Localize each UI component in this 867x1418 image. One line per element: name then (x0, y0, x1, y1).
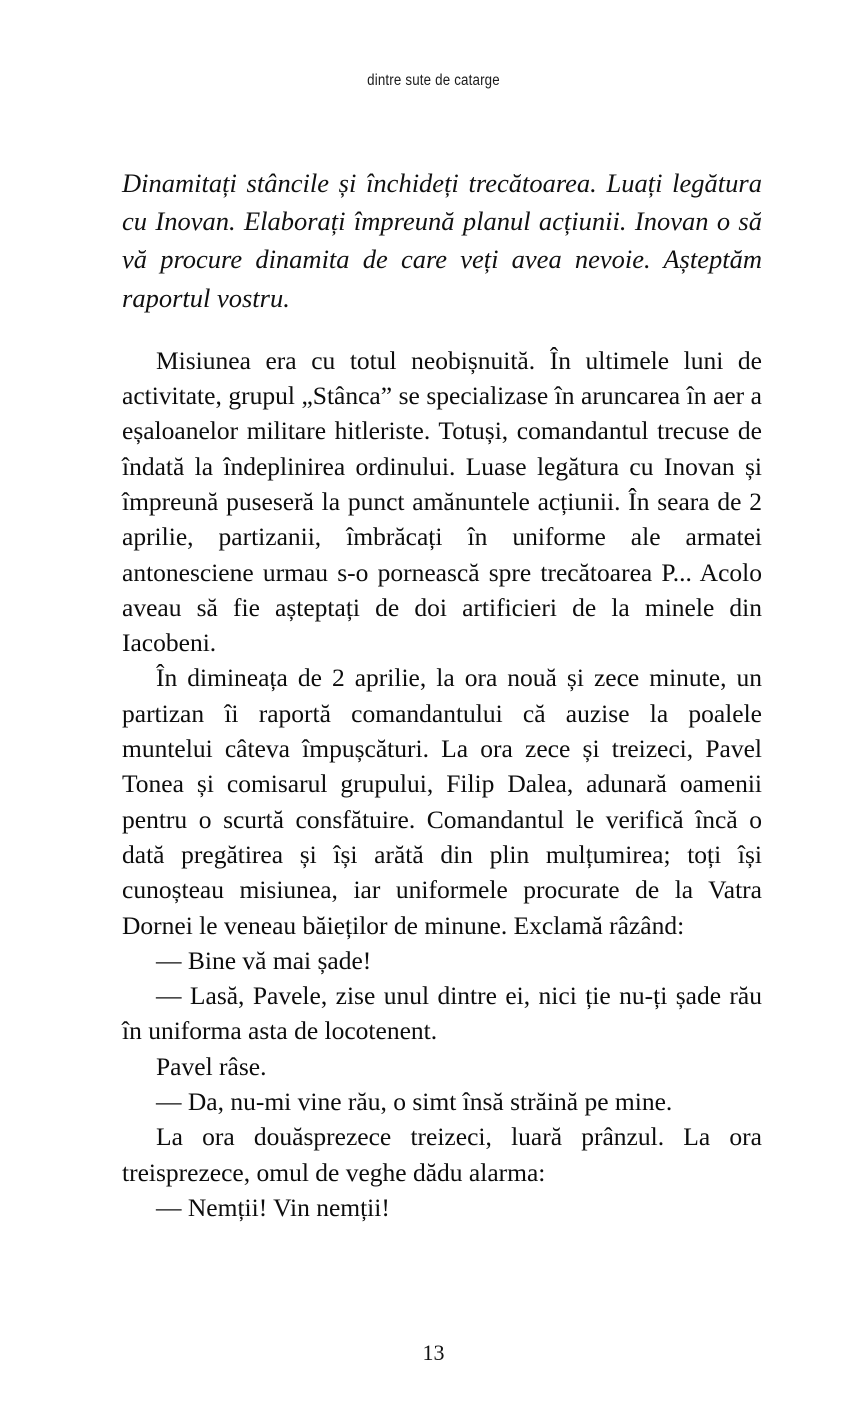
paragraph-dialogue-lasa: — Lasă, Pavele, zise unul dintre ei, nici ție nu-ți șade rău în uniforma asta de locotenent. (122, 981, 762, 1046)
paragraph-dialogue-bine: — Bine vă mai șade! (156, 945, 372, 975)
paragraph-dialogue-da: — Da, nu-mi vine rău, o simt însă străină pe mine. (156, 1087, 673, 1117)
page-number: 13 (422, 1340, 445, 1365)
paragraph-misiunea: Misiunea era cu totul neobișnuită. În ultimele luni de activitate, grupul „Stânca” se specializase în aruncarea în aer a eșaloanelor militare hitleriste. Totuși, comandantul trecuse de îndată la îndeplinirea ordinului. Luase legătura cu Inovan și împreună puseseră la punct amănuntele acțiunii. În seara de 2 aprilie, partizanii, îmbrăcați în uniforme ale armatei antonesciene urmau s-o pornească spre trecătoarea P... Acolo aveau să fie așteptați de doi artificieri de la minele din Iacobeni. (122, 345, 762, 658)
epigraph-block: Dinamitați stâncile și închideți trecătoarea. Luați legătura cu Inovan. Elaborați împreună planul acțiunii. Inovan o să vă procure dinamita de care veți avea nevoie. Așteptăm raportul vostru. (122, 168, 762, 313)
paragraph-pavel-rase: Pavel râse. (156, 1051, 267, 1081)
paragraph-dimineata: În dimineața de 2 aprilie, la ora nouă și zece minute, un partizan îi raportă comandantului că auzise la poalele muntelui câteva împușcături. La ora zece și treizeci, Pavel Tonea și comisarul grupului, Filip Dalea, adunară oamenii pentru o scurtă consfătuire. Comandantul le verifică încă o dată pregătirea și își arătă din plin mulțumirea; toți își cunoșteau misiunea, iar uniformele procurate de la Vatra Dornei le veneau băieților de minune. Exclamă râzând: (122, 663, 762, 940)
paragraph-dialogue-nemtii: — Nemții! Vin nemții! (156, 1192, 390, 1222)
paragraph-pranzul: La ora douăsprezece treizeci, luară prânzul. La ora treisprezece, omul de veghe dădu alarma: (122, 1122, 762, 1187)
running-head: dintre sute de catarge (367, 72, 500, 89)
text-column (122, 164, 762, 1225)
